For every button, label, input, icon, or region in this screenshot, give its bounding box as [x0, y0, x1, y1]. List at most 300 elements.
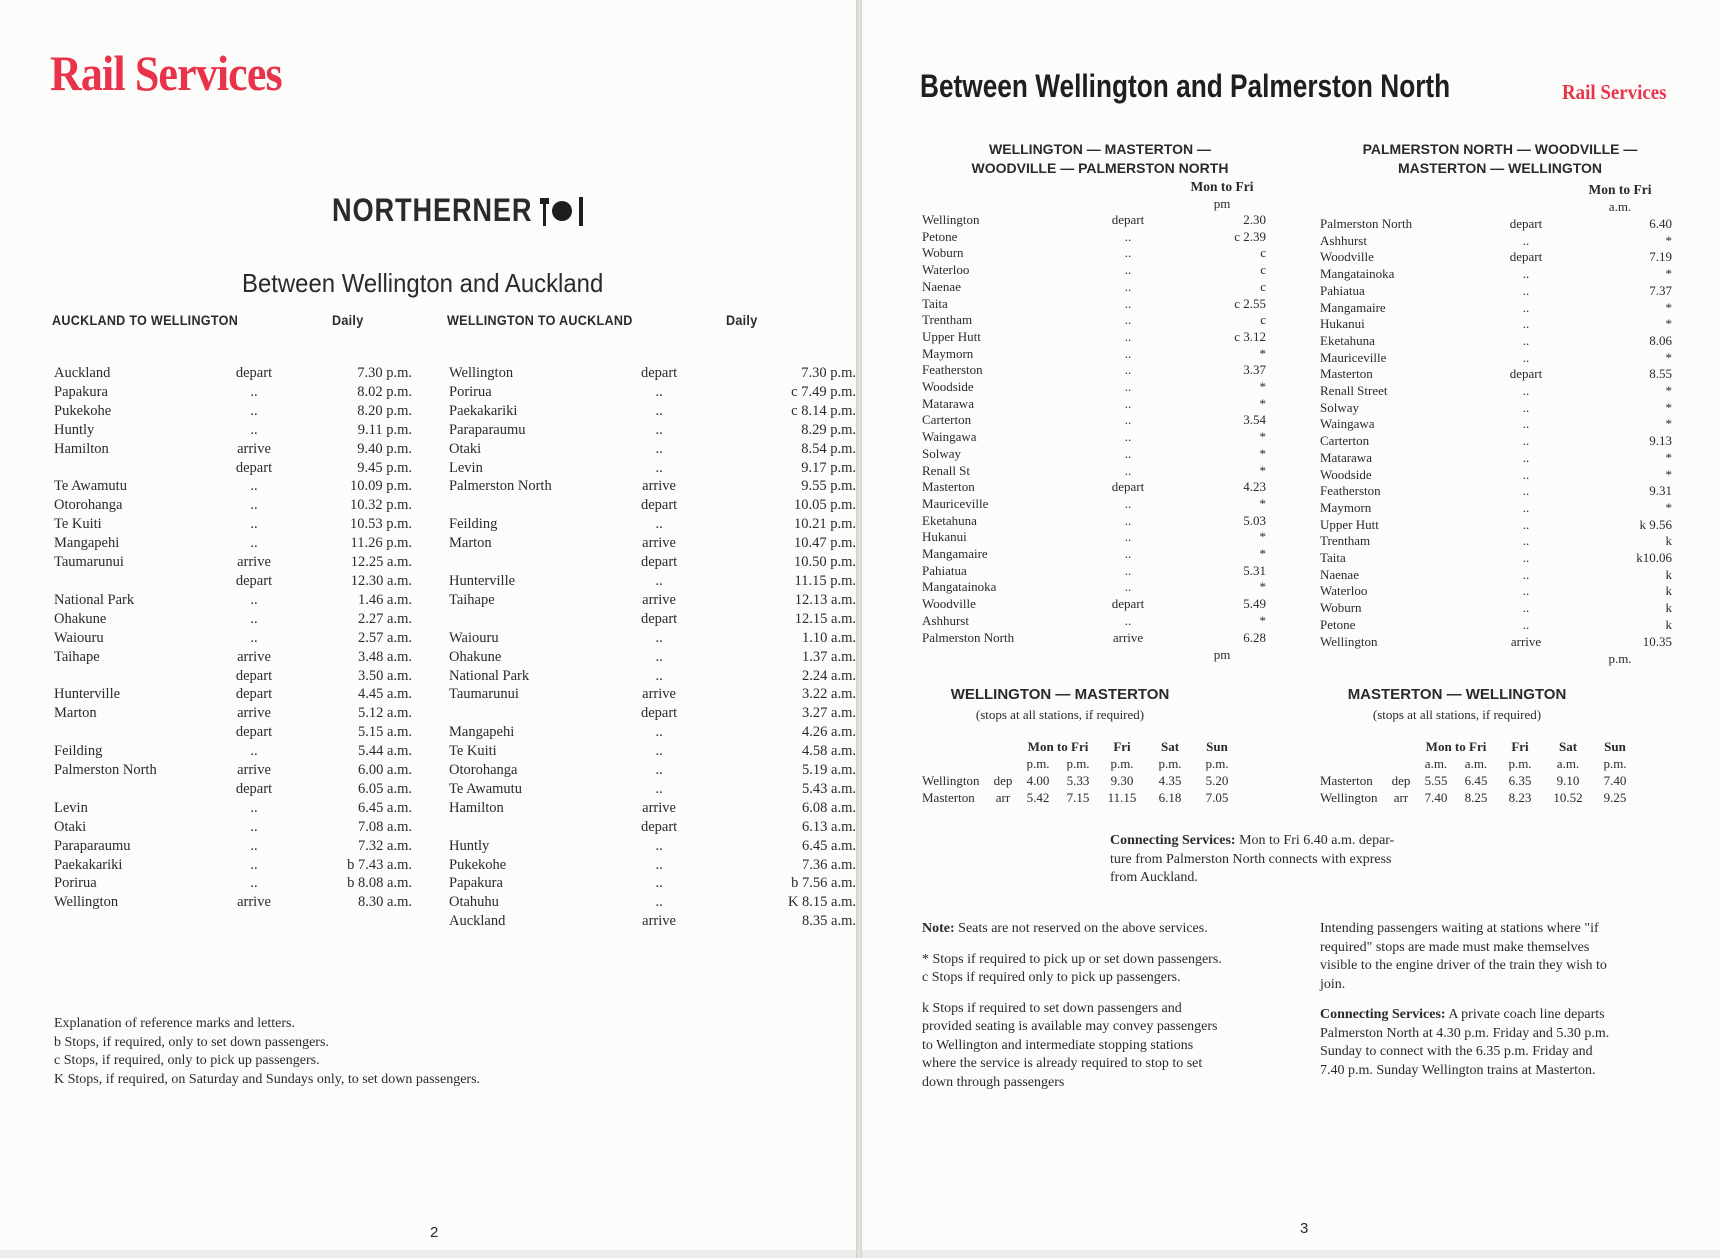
stop-time: 5.43 a.m. — [802, 780, 856, 797]
stop-action: .. — [655, 629, 663, 646]
stop-action: arrive — [237, 705, 271, 722]
stop-action: .. — [1522, 332, 1530, 348]
table-row — [449, 629, 856, 648]
stop-action: .. — [1124, 328, 1132, 344]
station-name: Wellington — [449, 365, 514, 381]
stop-time: 5.19 a.m. — [802, 762, 856, 779]
stop-time: 5.55 — [1424, 773, 1448, 788]
stop-time: 11.15 — [1107, 790, 1137, 805]
stop-time: c 8.14 p.m. — [791, 402, 856, 419]
stop-action: depart — [235, 686, 273, 703]
station-name: Paraparaumu — [54, 837, 131, 854]
station-name: Otahuhu — [449, 894, 499, 911]
stop-action: .. — [655, 856, 663, 873]
table-row — [1320, 283, 1672, 300]
section-subtitle: Between Wellington and Auckland — [242, 268, 604, 298]
stop-time: * — [1665, 399, 1672, 415]
stop-time: 10.09 p.m. — [349, 478, 412, 495]
stop-action: .. — [1124, 245, 1132, 261]
day-heading: Sat — [1558, 739, 1578, 754]
stop-time: 4.26 a.m. — [802, 724, 856, 741]
table-row — [922, 212, 1266, 229]
station-name: Waterloo — [922, 262, 970, 278]
table-row — [922, 630, 1266, 647]
day-heading: Fri — [1113, 739, 1131, 754]
stop-time: 11.26 p.m. — [350, 535, 412, 552]
table-row — [922, 346, 1266, 363]
stop-action: .. — [1522, 583, 1530, 599]
table-row — [54, 742, 412, 761]
stop-time: 9.31 — [1649, 483, 1672, 499]
stop-time: 1.46 a.m. — [358, 591, 412, 608]
tt2-heading-line-2: MASTERTON — WELLINGTON — [1397, 160, 1603, 176]
station-name: Te Kuiti — [54, 516, 102, 533]
note-k-4: where the service is already required to stop to set — [922, 1056, 1203, 1071]
station-name: Paekakariki — [54, 856, 123, 873]
table-row — [922, 312, 1266, 329]
table-row — [1320, 233, 1672, 250]
stop-action: .. — [1522, 316, 1530, 332]
table-row — [54, 515, 412, 534]
stop-time: 4.23 — [1243, 479, 1266, 495]
station-name: Levin — [449, 459, 483, 476]
stop-time: 9.40 p.m. — [357, 440, 412, 457]
station-name — [449, 610, 604, 629]
stop-action: .. — [1522, 266, 1530, 282]
tt1-unit-top: pm — [1213, 196, 1231, 211]
stop-time: 7.37 — [1649, 282, 1672, 298]
stop-action: .. — [1124, 445, 1132, 461]
stop-action: .. — [655, 402, 663, 419]
stop-action: .. — [1522, 399, 1530, 415]
mw-heading: MASTERTON — WELLINGTON — [1347, 686, 1567, 703]
table-row — [54, 837, 412, 856]
station-name: Maymorn — [922, 345, 974, 361]
station-name: Huntly — [54, 421, 95, 438]
explanation-title: Explanation of reference marks and letters. — [54, 1016, 296, 1031]
station-name: Mangatainoka — [922, 579, 997, 595]
table-row — [922, 479, 1266, 496]
stop-time: 12.15 a.m. — [794, 610, 856, 627]
station-name: Wellington — [1320, 633, 1378, 649]
stop-time: 2.30 — [1243, 212, 1266, 227]
stop-time: 5.03 — [1243, 512, 1266, 528]
station-name: Woburn — [922, 245, 964, 261]
stop-time: 1.37 a.m. — [802, 648, 856, 665]
stop-action: .. — [655, 780, 663, 797]
station-name: Trentham — [922, 312, 973, 328]
stop-action: .. — [250, 402, 258, 419]
stop-action: .. — [655, 421, 663, 438]
stop-time: * — [1665, 349, 1672, 365]
table-row — [1320, 500, 1672, 517]
station-name: Pukekohe — [54, 402, 112, 419]
stop-time: * — [1665, 449, 1672, 465]
table-row — [54, 534, 412, 553]
table-row — [922, 429, 1266, 446]
stop-action: depart — [640, 497, 678, 514]
note-label: Note: — [922, 921, 955, 936]
stop-time: * — [1665, 266, 1672, 282]
stop-action: .. — [1522, 282, 1530, 298]
tt2-heading-line-1: PALMERSTON NORTH — WOODVILLE — — [1362, 141, 1638, 157]
station-name: Paekakariki — [449, 402, 518, 419]
station-name: Featherston — [922, 362, 983, 378]
table-row — [922, 563, 1266, 580]
station-name: Masterton — [922, 790, 975, 805]
table-row — [922, 296, 1266, 313]
table-row — [922, 329, 1266, 346]
stop-action: depart — [235, 780, 273, 797]
stop-time: c — [1260, 245, 1266, 261]
stop-action: arrive — [237, 894, 271, 911]
stop-time: c — [1260, 262, 1266, 278]
stop-time: 6.45 — [1464, 773, 1488, 788]
mw-subheading: (stops at all stations, if required) — [1372, 707, 1542, 722]
table-row — [1320, 517, 1672, 534]
table-row — [1320, 249, 1672, 266]
station-name — [54, 723, 202, 742]
stop-time: 2.27 a.m. — [358, 610, 412, 627]
stop-action: .. — [1522, 516, 1530, 532]
connecting-2-line-2: Palmerston North at 4.30 p.m. Friday and 5.30 p.m. — [1320, 1025, 1610, 1041]
stop-time: 9.11 p.m. — [357, 421, 412, 438]
stop-time: k — [1665, 583, 1672, 599]
stop-action: .. — [655, 648, 663, 665]
stop-action: .. — [250, 535, 258, 552]
station-name: Waingawa — [1320, 416, 1375, 432]
table-row — [922, 579, 1266, 596]
table-row — [54, 893, 412, 912]
stop-time: c 3.12 — [1234, 328, 1266, 344]
table-row — [54, 402, 412, 421]
stop-action: depart — [235, 572, 273, 589]
station-name: Wellington — [1320, 790, 1378, 805]
table-row — [449, 667, 856, 686]
stop-time: 9.55 p.m. — [801, 478, 856, 495]
stop-action: .. — [655, 875, 663, 892]
stop-time: 8.54 p.m. — [801, 440, 856, 457]
stop-action: .. — [250, 610, 258, 627]
connecting-1-line-3: from Auckland. — [1110, 870, 1198, 885]
intending-block — [1320, 920, 1690, 1080]
stop-time: * — [1259, 429, 1266, 445]
note-k-5: down through passengers — [922, 1074, 1065, 1090]
connecting-2-line-4: 7.40 p.m. Sunday Wellington trains at Masterton. — [1320, 1062, 1596, 1078]
stop-time: * — [1259, 345, 1266, 361]
stop-time: * — [1259, 529, 1266, 545]
table-row — [1320, 350, 1672, 367]
stop-action: .. — [1522, 383, 1530, 399]
table-row — [54, 629, 412, 648]
stop-action: depart — [640, 610, 678, 627]
stop-action: depart — [1509, 249, 1543, 265]
table-row — [54, 761, 412, 780]
station-name: Taumarunui — [54, 554, 124, 571]
stop-time: * — [1665, 299, 1672, 315]
stop-time: 3.50 a.m. — [358, 667, 412, 684]
station-name: Waterloo — [1320, 583, 1368, 599]
station-name: Te Kuiti — [449, 743, 497, 760]
stop-action: .. — [1522, 600, 1530, 616]
stop-time: 12.13 a.m. — [794, 591, 856, 608]
stop-time: 5.49 — [1243, 596, 1266, 612]
stop-action: .. — [655, 667, 663, 684]
station-name: Featherston — [1320, 483, 1381, 499]
table-row — [54, 818, 412, 837]
table-row — [54, 421, 412, 440]
table-row — [922, 513, 1266, 530]
stop-time: 8.35 a.m. — [802, 913, 856, 930]
station-name: Paraparaumu — [449, 421, 526, 438]
station-name: Maymorn — [1320, 499, 1372, 515]
stop-action: .. — [1124, 462, 1132, 478]
station-name: Hukanui — [1320, 316, 1365, 332]
stop-action: arrive — [642, 686, 676, 703]
stop-time: 8.02 p.m. — [357, 383, 412, 400]
stop-time: 8.20 p.m. — [357, 402, 412, 419]
connecting-2-line-3: Sunday to connect with the 6.35 p.m. Friday and — [1320, 1044, 1593, 1059]
stop-time: 5.15 a.m. — [358, 724, 412, 741]
stop-time: * — [1259, 495, 1266, 511]
stop-action: .. — [655, 894, 663, 911]
stop-time: 7.19 — [1649, 249, 1672, 265]
table-row — [922, 463, 1266, 480]
train-name: NORTHERNER — [332, 192, 533, 228]
table-row — [54, 383, 412, 402]
station-name — [54, 780, 202, 799]
connecting-services-1 — [1110, 832, 1394, 888]
station-name: Carterton — [1320, 433, 1370, 449]
stop-time: 10.50 p.m. — [793, 554, 856, 571]
timetable-masterton-wellington — [1320, 738, 1638, 806]
stop-action: .. — [655, 572, 663, 589]
table-row — [54, 667, 412, 686]
station-name: Ashhurst — [1320, 232, 1367, 248]
table-row — [54, 799, 412, 818]
page-number: 2 — [430, 1224, 439, 1241]
station-name: Taihape — [449, 591, 495, 608]
station-name: Otorohanga — [54, 497, 123, 514]
stop-action: .. — [1124, 579, 1132, 595]
table-row — [922, 613, 1266, 630]
tt1-heading-line-1: WELLINGTON — MASTERTON — — [989, 141, 1211, 157]
spacer-cell — [922, 738, 1018, 755]
stop-time: 6.13 a.m. — [802, 818, 856, 835]
table-row — [1320, 300, 1672, 317]
table-row — [1320, 550, 1672, 567]
station-name: Papakura — [54, 383, 108, 400]
explanation-c: c Stops, if required, only to pick up passengers. — [54, 1053, 320, 1068]
station-name: Palmerston North — [922, 629, 1015, 645]
table-row — [1320, 266, 1672, 283]
station-name: Otaki — [449, 440, 482, 457]
connecting-1-line-1: Mon to Fri 6.40 a.m. depar- — [1239, 833, 1395, 848]
stop-time: 3.54 — [1243, 412, 1266, 428]
stop-action: .. — [1124, 362, 1132, 378]
table-row — [1320, 333, 1672, 350]
station-name: Woburn — [1320, 600, 1362, 616]
table-row — [922, 245, 1266, 262]
table-row — [1320, 383, 1672, 400]
unit-cell: p.m. — [1026, 756, 1050, 771]
stop-action: depart — [640, 554, 678, 571]
stop-time: 6.28 — [1243, 629, 1266, 645]
stop-time: 10.47 p.m. — [793, 535, 856, 552]
table-row — [449, 496, 856, 515]
stop-time: 6.45 a.m. — [358, 799, 412, 816]
table-row — [922, 229, 1266, 246]
day-heading: Sat — [1160, 739, 1180, 754]
tt1-heading-line-2: WOODVILLE — PALMERSTON NORTH — [971, 160, 1229, 176]
days-header-row — [1320, 738, 1638, 755]
stop-time: 9.10 — [1556, 773, 1580, 788]
stop-time: 2.57 a.m. — [358, 629, 412, 646]
stop-time: 7.05 — [1205, 790, 1229, 805]
station-name: Te Awamutu — [54, 478, 127, 495]
stop-action: arrive — [642, 913, 676, 930]
connecting-2-label: Connecting Services: — [1320, 1007, 1446, 1022]
note-c: c Stops if required only to pick up passengers. — [922, 970, 1181, 985]
station-name: Woodside — [922, 379, 974, 395]
station-name: Wellington — [922, 212, 980, 227]
stop-time: 4.00 — [1026, 773, 1050, 788]
stop-time: 8.06 — [1649, 332, 1672, 348]
station-name: Trentham — [1320, 533, 1371, 549]
station-name: Palmerston North — [1320, 216, 1413, 231]
tt1-unit-bottom: pm — [1213, 647, 1231, 662]
tt2-unit-top: a.m. — [1608, 199, 1632, 214]
station-name: Petone — [922, 228, 958, 244]
intending-line-3: visible to the engine driver of the train they wish to — [1320, 958, 1607, 973]
stop-action: .. — [1124, 612, 1132, 628]
unit-cell: p.m. — [1508, 756, 1532, 771]
station-name: Ashhurst — [922, 612, 969, 628]
station-name: Upper Hutt — [922, 328, 981, 344]
stop-action: depart — [640, 705, 678, 722]
tt2-days: Mon to Fri — [1588, 182, 1652, 197]
table-row — [922, 362, 1266, 379]
table-row — [54, 723, 412, 742]
station-name: Petone — [1320, 616, 1356, 632]
table-row — [1320, 583, 1672, 600]
stop-time: 9.25 — [1603, 790, 1627, 805]
stop-time: c — [1260, 312, 1266, 328]
timetable-wellington-masterton — [922, 738, 1240, 806]
table-row — [1320, 450, 1672, 467]
stop-time: * — [1665, 466, 1672, 482]
table-row — [54, 704, 412, 723]
stop-time: 7.30 p.m. — [801, 365, 856, 381]
table-row — [1320, 416, 1672, 433]
station-name: Huntly — [449, 837, 490, 854]
stop-time: 11.15 p.m. — [794, 572, 856, 589]
station-name — [449, 704, 604, 723]
note-k-1: k Stops if required to set down passengers and — [922, 1000, 1182, 1016]
intending-line-4: join. — [1320, 976, 1346, 992]
table-row — [922, 529, 1266, 546]
table-row — [1320, 533, 1672, 550]
stop-time: * — [1665, 499, 1672, 515]
connecting-1-line-2: ture from Palmerston North connects with express — [1110, 851, 1392, 867]
stop-time: k — [1665, 533, 1672, 549]
station-name: Mangamaire — [1320, 299, 1386, 315]
stop-action: .. — [1124, 262, 1132, 278]
day-heading: Mon to Fri — [1027, 739, 1089, 754]
table-row — [449, 704, 856, 723]
stop-time: 3.37 — [1243, 362, 1266, 378]
stop-action: .. — [1522, 466, 1530, 482]
day-heading: Sun — [1604, 739, 1626, 754]
table-row — [1320, 366, 1672, 383]
table-row — [54, 610, 412, 629]
stop-action: arrive — [642, 535, 676, 552]
stop-action: .. — [1522, 433, 1530, 449]
station-name: Mauriceville — [922, 495, 989, 511]
stop-action: .. — [250, 875, 258, 892]
table-row — [54, 364, 412, 383]
station-name: Otorohanga — [449, 762, 518, 779]
station-name: Solway — [922, 445, 961, 461]
stop-action: arr — [1393, 790, 1409, 805]
stop-time: 9.17 p.m. — [801, 459, 856, 476]
stop-time: 6.40 — [1649, 216, 1672, 231]
station-name: Feilding — [54, 743, 103, 760]
day-heading: Fri — [1511, 739, 1529, 754]
stop-time: 7.40 — [1603, 773, 1627, 788]
stop-time: 3.27 a.m. — [802, 705, 856, 722]
timetable-palmerston-wellington — [1320, 216, 1672, 650]
station-name: Pahiatua — [922, 562, 967, 578]
station-name: Porirua — [449, 383, 492, 400]
stop-action: .. — [1124, 345, 1132, 361]
stop-time: 9.30 — [1110, 773, 1134, 788]
stop-action: .. — [250, 497, 258, 514]
stop-action: .. — [1522, 232, 1530, 248]
stop-time: 8.25 — [1464, 790, 1488, 805]
table-row — [922, 546, 1266, 563]
table-row — [54, 591, 412, 610]
station-name: Masterton — [1320, 773, 1373, 788]
stop-time: 4.45 a.m. — [358, 686, 412, 703]
table-row — [449, 761, 856, 780]
stop-action: arrive — [642, 591, 676, 608]
brand-title: Rail Services — [50, 45, 282, 101]
station-name — [449, 496, 604, 515]
stop-time: 4.58 a.m. — [802, 743, 856, 760]
stop-action: .. — [1522, 483, 1530, 499]
stop-time: * — [1665, 383, 1672, 399]
station-name — [54, 667, 202, 686]
stop-time: 4.35 — [1158, 773, 1182, 788]
stop-action: .. — [1124, 278, 1132, 294]
table-row — [449, 553, 856, 572]
table-row — [449, 742, 856, 761]
station-name: Feilding — [449, 516, 498, 533]
stop-time: * — [1259, 445, 1266, 461]
station-name: Hamilton — [449, 799, 504, 816]
spacer-cell — [1320, 755, 1416, 772]
table-row — [922, 772, 1240, 789]
stop-time: 10.35 — [1642, 633, 1672, 649]
table-row — [1320, 789, 1638, 806]
table-row — [1320, 772, 1638, 789]
stop-action: .. — [250, 743, 258, 760]
station-name: Wellington — [54, 894, 119, 911]
explanation-k: K Stops, if required, on Saturday and Sundays only, to set down passengers. — [54, 1071, 481, 1087]
stop-action: .. — [250, 478, 258, 495]
table-row — [922, 412, 1266, 429]
